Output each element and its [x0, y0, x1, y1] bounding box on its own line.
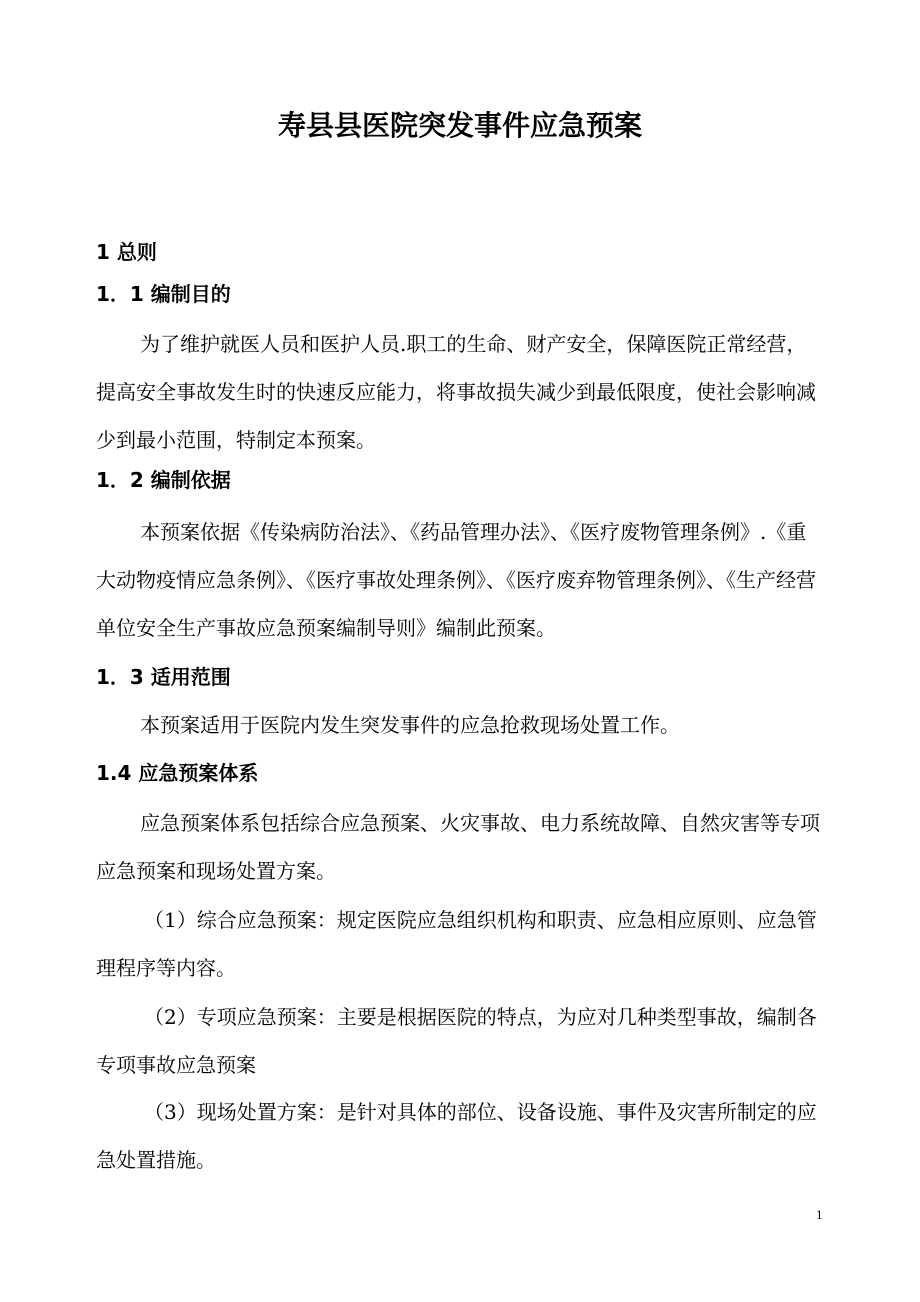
- document-title: 寿县县医院突发事件应急预案: [277, 109, 642, 142]
- paragraph-comprehensive-plan: （1）综合应急预案：规定医院应急组织机构和职责、应急相应原则、应急管理程序等内容。: [96, 908, 817, 980]
- page-number: 1: [816, 1207, 823, 1222]
- paragraph-onsite-plan: （3）现场处置方案：是针对具体的部位、设备设施、事件及灾害所制定的应急处置措施。: [96, 1100, 817, 1172]
- paragraph-special-plan: （2）专项应急预案：主要是根据医院的特点，为应对几种类型事故，编制各专项事故应急预案: [96, 1005, 817, 1077]
- heading-basis: 1．2 编制依据: [96, 468, 231, 492]
- paragraph-plan-system: 应急预案体系包括综合应急预案、火灾事故、电力系统故障、自然灾害等专项应急预案和现场处置方案。: [96, 811, 820, 883]
- heading-scope: 1．3 适用范围: [96, 665, 231, 689]
- paragraph-scope: 本预案适用于医院内发生突发事件的应急抢救现场处置工作。: [140, 713, 680, 737]
- heading-general: 1 总则: [96, 240, 157, 264]
- paragraph-basis: 本预案依据《传染病防治法》、《药品管理办法》、《医疗废物管理条例》.《重大动物疫情应急条例》、《医疗事故处理条例》、《医疗废弃物管理条例》、《生产经营单位安全生产事故应急预案编制导则》编制此预案。: [96, 520, 816, 640]
- heading-purpose: 1．1 编制目的: [96, 282, 231, 306]
- paragraph-purpose: 为了维护就医人员和医护人员.职工的生命、财产安全，保障医院正常经营，提高安全事故发生时的快速反应能力，将事故损失减少到最低限度，使社会影响减少到最小范围，特制定本预案。: [96, 332, 816, 452]
- heading-plan-system: 1.4 应急预案体系: [96, 761, 259, 785]
